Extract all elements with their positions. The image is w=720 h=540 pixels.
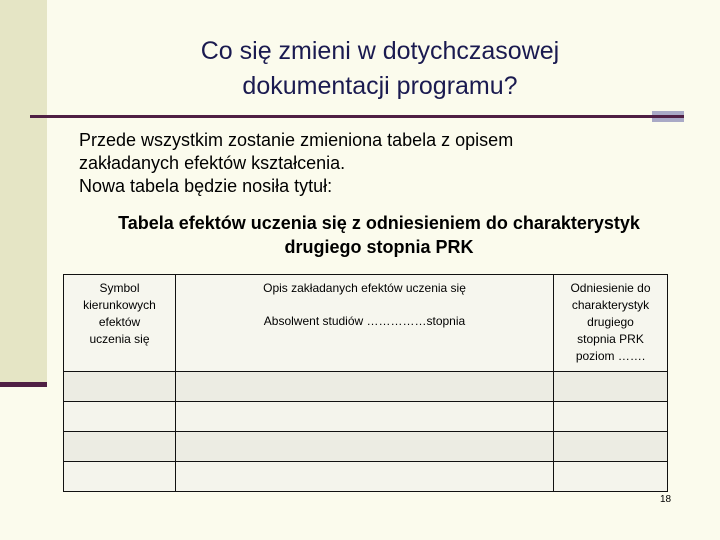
table-title-line-1: Tabela efektów uczenia się z odniesieniem do charakterystyk	[118, 213, 640, 233]
body-line-2: zakładanych efektów kształcenia.	[79, 153, 346, 173]
divider-accent-line	[652, 115, 684, 118]
left-band-accent	[0, 382, 47, 387]
body-line-1: Przede wszystkim zostanie zmieniona tabela z opisem	[79, 130, 514, 150]
table-row	[64, 462, 668, 492]
table-row	[64, 402, 668, 432]
table-title-line-2: drugiego stopnia PRK	[284, 237, 474, 257]
effects-table	[63, 274, 668, 492]
table-title	[70, 211, 688, 259]
header-description: Opis zakładanych efektów uczenia się Absolwent studiów ……………stopnia	[176, 275, 554, 372]
table-row	[64, 432, 668, 462]
body-line-3: Nowa tabela będzie nosiła tytuł:	[79, 176, 333, 196]
slide-title-line-2: dokumentacji programu?	[242, 72, 518, 100]
page-number: 18	[660, 494, 672, 505]
header-reference: Odniesienie do charakterystyk drugiego stopnia PRK poziom …….	[554, 275, 668, 372]
header-symbol: Symbol kierunkowych efektów uczenia się	[64, 275, 176, 372]
slide-title	[60, 34, 700, 104]
body-text	[79, 129, 689, 198]
table-row	[64, 372, 668, 402]
left-decorative-band	[0, 0, 47, 382]
slide-title-line-1: Co się zmieni w dotychczasowej	[200, 37, 560, 65]
title-divider	[30, 115, 652, 118]
table-header-row	[64, 275, 668, 372]
